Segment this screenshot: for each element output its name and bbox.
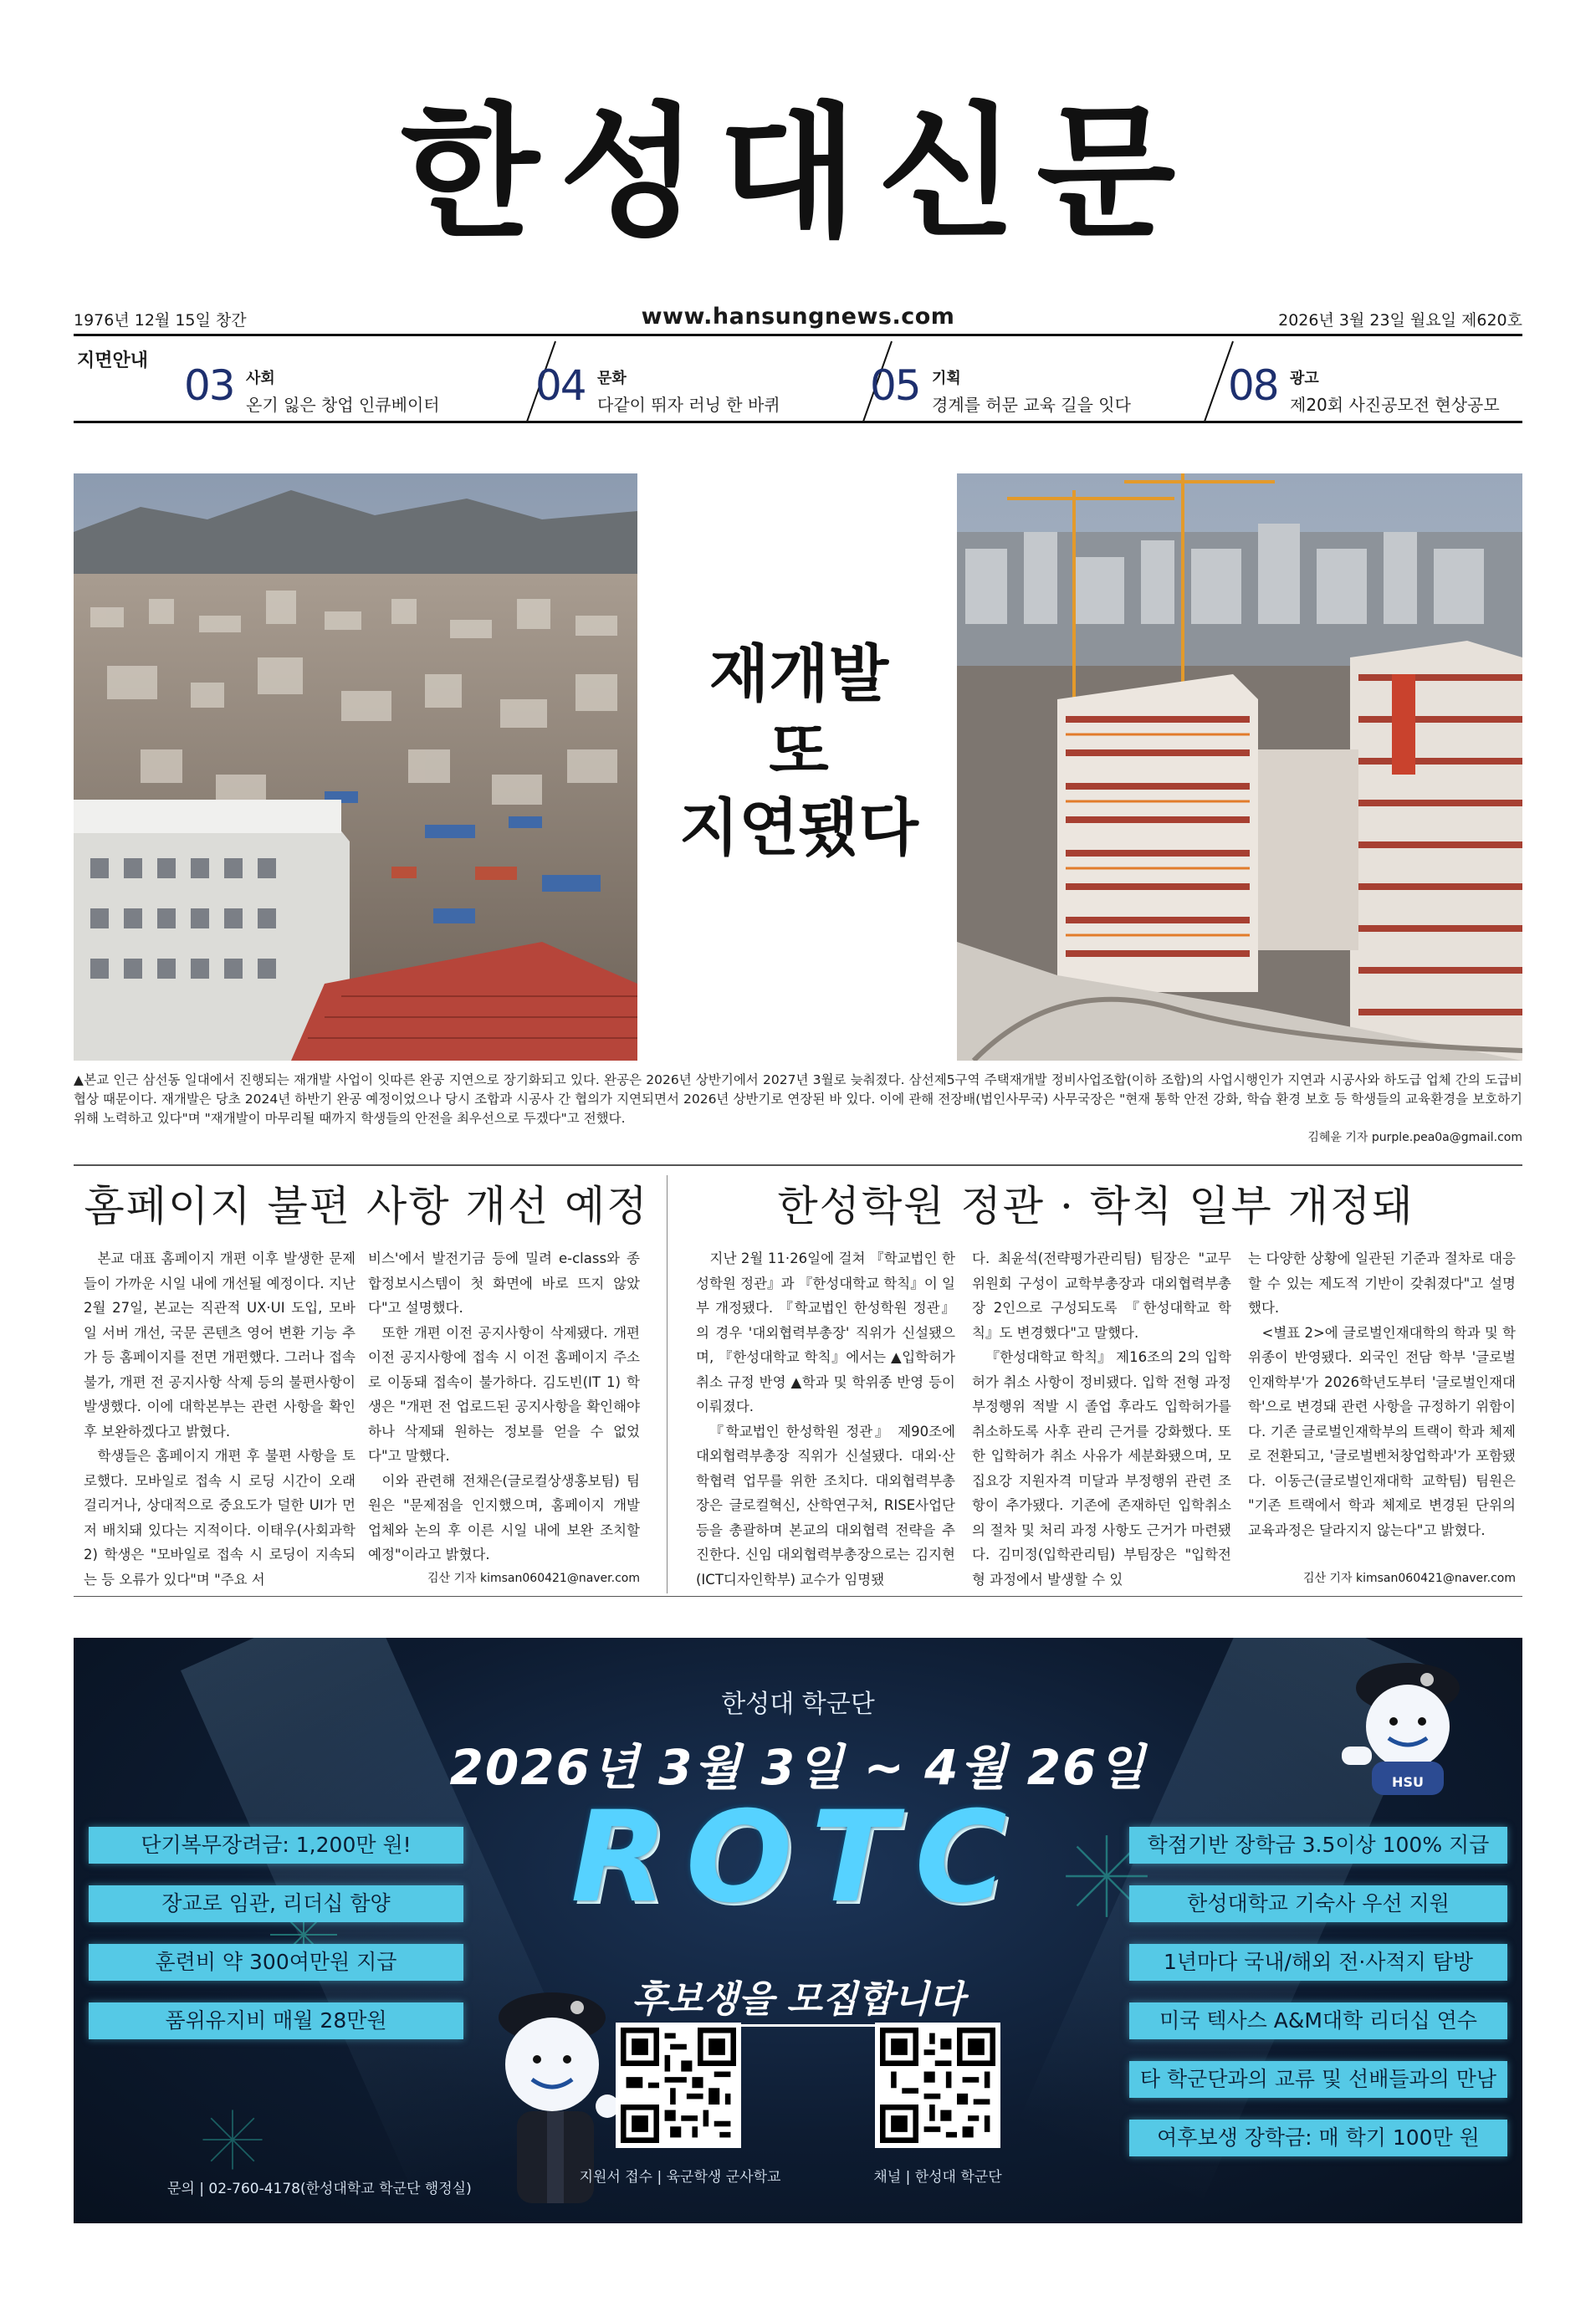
benefit-pill: 타 학군단과의 교류 및 선배들과의 만남 (1129, 2061, 1507, 2098)
recruit-text: 후보생을 모집합니다 (632, 1978, 964, 2027)
lead-headline-line: 지연됐다 (679, 792, 918, 864)
rotc-advertisement[interactable] (74, 1638, 1522, 2223)
paragraph: 『학교법인 한성학원 정관』 제90조에 대외협력부총장 직위가 신설됐다. 대외·산학협력 업무를 위한 조치다. 대외협력부총장은 글로컬혁신, 산학연구처, RISE사업단 등을 총괄하며 본교의 대외협력 전략을 추진한다. 신임 대외협력부총장으로는 김지현(ICT디자인학부) 교수가 임명됐 (696, 1423, 955, 1588)
toc-item-feature[interactable] (870, 350, 1138, 417)
issue-date: 2026년 3월 23일 월요일 제620호 (1278, 311, 1522, 330)
ad-contact: 문의 | 02-760-4178(한성대학교 학군단 행정실) (167, 2181, 472, 2197)
masthead-title: 한성대신문 (400, 87, 1196, 257)
ad-organization: 한성대 학군단 (721, 1690, 875, 1719)
paragraph: 는 다양한 상황에 일관된 기준과 절차로 대응할 수 있는 제도적 기반이 갖춰졌다"고 설명했다. (1248, 1251, 1516, 1316)
benefit-pill: 훈련비 약 300여만원 지급 (89, 1944, 463, 1981)
toc-item-society[interactable] (184, 350, 440, 417)
toc-description: 제20회 사진공모전 현상공모 (1290, 395, 1500, 415)
website-url[interactable]: www.hansungnews.com (641, 304, 955, 330)
caption-text: ▲본교 인근 삼선동 일대에서 진행되는 재개발 사업이 잇따른 완공 지연으로 장기화되고 있다. 완공은 2026년 상반기에서 2027년 3월로 늦춰졌다. 삼선제5구역 주택재개발 정비사업조합(이하 조합)의 사업시행인가 지연과 시공사와 하도급 업체 간의 도급비 협상 때문이다. 재개발은 당초 2024년 하반기 완공 예정이었으나 당시 조합과 시공사 간 협의가 지연되면서 2026년 상반기로 연장된 바 있다. 이에 관해 전장배(법인사무국) 사무국장은 "현재 통학 안전 강화, 학습 환경 보호 등 학생들의 교육환경을 보호하기 위해 노력하고 있다"며 "재개발이 마무리될 때까지 학생들의 안전을 최우선으로 두겠다"고 전했다. (74, 1072, 1522, 1126)
paragraph: <별표 2>에 글로벌인재대학의 학과 및 학위종이 반영됐다. 외국인 전담 학부 '글로벌인재학부'가 2026학년도부터 '글로벌인재대학'으로 변경돼 관련 사항을 규정하기 위함이다. 기존 글로벌인재학부의 트랙이 학과 체제로 전환되고, '글로벌벤처창업학과'가 포함됐다. 이동근(글로벌인재대학 교학팀) 팀원은 "기존 트랙에서 학과 체제로 변경된 단위의 교육과정은 달라지지 않는다"고 밝혔다. (1248, 1324, 1516, 1538)
caption-byline: 김혜윤 기자 purple.pea0a@gmail.com (1307, 1131, 1522, 1144)
founded-date: 1976년 12월 15일 창간 (74, 311, 247, 330)
qr-code-icon (880, 2028, 995, 2143)
qr-code-icon (621, 2028, 736, 2143)
paragraph: 다. 최윤석(전략평가관리팀) 팀장은 "교무위원회 구성이 교학부총장과 대외협력부총장 2인으로 구성되도록 『한성대학교 학칙』도 변경했다"고 말했다. (972, 1251, 1231, 1341)
toc-item-culture[interactable] (535, 350, 780, 417)
construction-photo-illustration (957, 473, 1522, 1061)
benefit-pill: 미국 텍사스 A&M대학 리더십 연수 (1129, 2002, 1507, 2039)
photo-construction (957, 473, 1522, 1061)
article-regulation-title[interactable]: 한성학원 정관 · 학칙 일부 개정돼 (777, 1182, 1414, 1230)
paragraph: 『한성대학교 학칙』 제16조의 2의 입학허가 취소 사항이 정비됐다. 입학 전형 과정 부정행위 적발 시 졸업 후라도 입학허가를 취소하도록 사후 관리 근거를 강화했다. 또한 입학허가 취소 사유가 세분화됐으며, 모집요강 지원자격 미달과 부정행위 관련 조항이 추가됐다. 기존에 존재하던 입학취소의 절차 및 처리 과정 사항도 근거가 마련됐다. 김미정(입학관리팀) 부팀장은 "입학전형 과정에서 발생할 수 있 (972, 1349, 1231, 1588)
toc-item-ad[interactable] (1228, 350, 1512, 417)
qr-label-application: 지원서 접수 | 육군학생 군사학교 (579, 2169, 781, 2186)
toc-description: 경계를 허문 교육 길을 잇다 (932, 395, 1131, 415)
firework-decoration-icon (199, 2106, 266, 2173)
paragraph: 본교 대표 홈페이지 개편 이후 발생한 문제들이 가까운 시일 내에 개선될 예정이다. 지난 2월 27일, 본교는 직관적 UX·UI 도입, 모바일 서버 개선, 국문 콘텐츠 영어 변환 기능 추가 등 홈페이지를 전면 개편했다. 그러나 접속 불가, 개편 전 공지사항 삭제 등의 불편사항이 발생했다. 이에 대학본부는 관련 사항을 확인 후 보완하겠다고 밝혔다. (84, 1251, 356, 1440)
lead-caption (74, 1071, 1522, 1148)
article-homepage-column-2 (368, 1246, 640, 1568)
toc-description: 다같이 뛰자 러닝 한 바퀴 (597, 395, 780, 415)
benefit-pill: 한성대학교 기숙사 우선 지원 (1129, 1885, 1507, 1922)
benefit-pill: 여후보생 장학금: 매 학기 100만 원 (1129, 2120, 1507, 2156)
article-homepage-column-1 (84, 1246, 356, 1592)
toc-page-number: 08 (1228, 361, 1278, 410)
column-divider (667, 1175, 668, 1593)
masthead (0, 87, 1596, 257)
toc-category: 광고 (1290, 370, 1319, 387)
article-regulation-byline: 김산 기자 kimsan060421@naver.com (1303, 1572, 1516, 1585)
paragraph: 비스'에서 발전기금 등에 밀려 e-class와 종합정보시스템이 첫 화면에 바로 뜨지 않았다"고 설명했다. (368, 1251, 640, 1316)
lead-headline-line: 또 (769, 715, 829, 787)
lead-headline (636, 636, 962, 867)
neighborhood-photo-illustration (74, 473, 637, 1061)
benefit-pill: 단기복무장려금: 1,200만 원! (89, 1827, 463, 1864)
benefit-pill: 학점기반 장학금 3.5이상 100% 지급 (1129, 1827, 1507, 1864)
mascot-cadet-icon (1337, 1655, 1479, 1797)
qr-code-channel[interactable] (875, 2023, 1000, 2148)
paragraph: 이와 관련해 전채은(글로컬상생홍보팀) 팀원은 "문제점을 인지했으며, 홈페이지 개발 업체와 논의 후 이른 시일 내에 보완 조치할 예정"이라고 밝혔다. (368, 1472, 640, 1562)
section-rule (74, 1596, 1522, 1597)
qr-code-application[interactable] (616, 2023, 741, 2148)
photo-neighborhood (74, 473, 637, 1061)
paragraph: 또한 개편 이전 공지사항이 삭제됐다. 개편 이전 공지사항에 접속 시 이전 홈페이지 주소로 이동돼 접속이 불가하다. 김도빈(IT 1) 학생은 "개편 전 업로드된 공지사항을 확인해야 하나 삭제돼 원하는 정보를 얻을 수 없었다"고 말했다. (368, 1324, 640, 1464)
info-bar (74, 303, 1522, 336)
article-regulation-column-1 (696, 1246, 955, 1592)
ad-recruitment-period: 2026년 3월 3일 ~ 4월 26일 (449, 1739, 1147, 1796)
toc-page-number: 03 (184, 361, 234, 410)
paragraph: 지난 2월 11·26일에 걸쳐 『학교법인 한성학원 정관』과 『한성대학교 학칙』이 일부 개정됐다. 『학교법인 한성학원 정관』의 경우 '대외협력부총장' 직위가 신설됐으며, 『한성대학교 학칙』에서는 ▲입학허가 취소 규정 반영 ▲학과 및 학위종 반영 등이 이뤄졌다. (696, 1251, 955, 1414)
toc-page-number: 04 (535, 361, 586, 410)
benefit-pill: 장교로 임관, 리더십 함양 (89, 1885, 463, 1922)
article-regulation-column-2 (972, 1246, 1231, 1592)
article-homepage-title[interactable]: 홈페이지 불편 사항 개선 예정 (84, 1182, 649, 1230)
section-rule (74, 1164, 1522, 1166)
paragraph: 학생들은 홈페이지 개편 후 불편 사항을 토로했다. 모바일로 접속 시 로딩 시간이 오래 걸리거나, 상대적으로 중요도가 덜한 UI가 먼저 배치돼 있다는 지적이다. 이태우(사회과학 2) 학생은 "모바일로 접속 시 로딩이 지속되는 등 오류가 있다"며 "주요 서 (84, 1448, 356, 1588)
lead-headline-line: 재개발 (708, 638, 889, 710)
toc-category: 기획 (932, 370, 961, 387)
article-regulation-column-3 (1248, 1246, 1516, 1542)
article-homepage-byline: 김산 기자 kimsan060421@naver.com (427, 1572, 640, 1585)
table-of-contents (74, 340, 1522, 423)
toc-description: 온기 잃은 창업 인큐베이터 (246, 395, 440, 415)
ad-rotc-title: ROTC (570, 1785, 1026, 1931)
toc-page-number: 05 (870, 361, 920, 410)
qr-label-channel: 채널 | 한성대 학군단 (873, 2169, 1002, 2186)
toc-category: 사회 (246, 370, 275, 387)
toc-label: 지면안내 (77, 350, 149, 371)
benefit-pill: 1년마다 국내/해외 전·사적지 탐방 (1129, 1944, 1507, 1981)
toc-category: 문화 (597, 370, 627, 387)
benefit-pill: 품위유지비 매월 28만원 (89, 2002, 463, 2039)
mascot-badge-text: HSU (1392, 1774, 1424, 1790)
